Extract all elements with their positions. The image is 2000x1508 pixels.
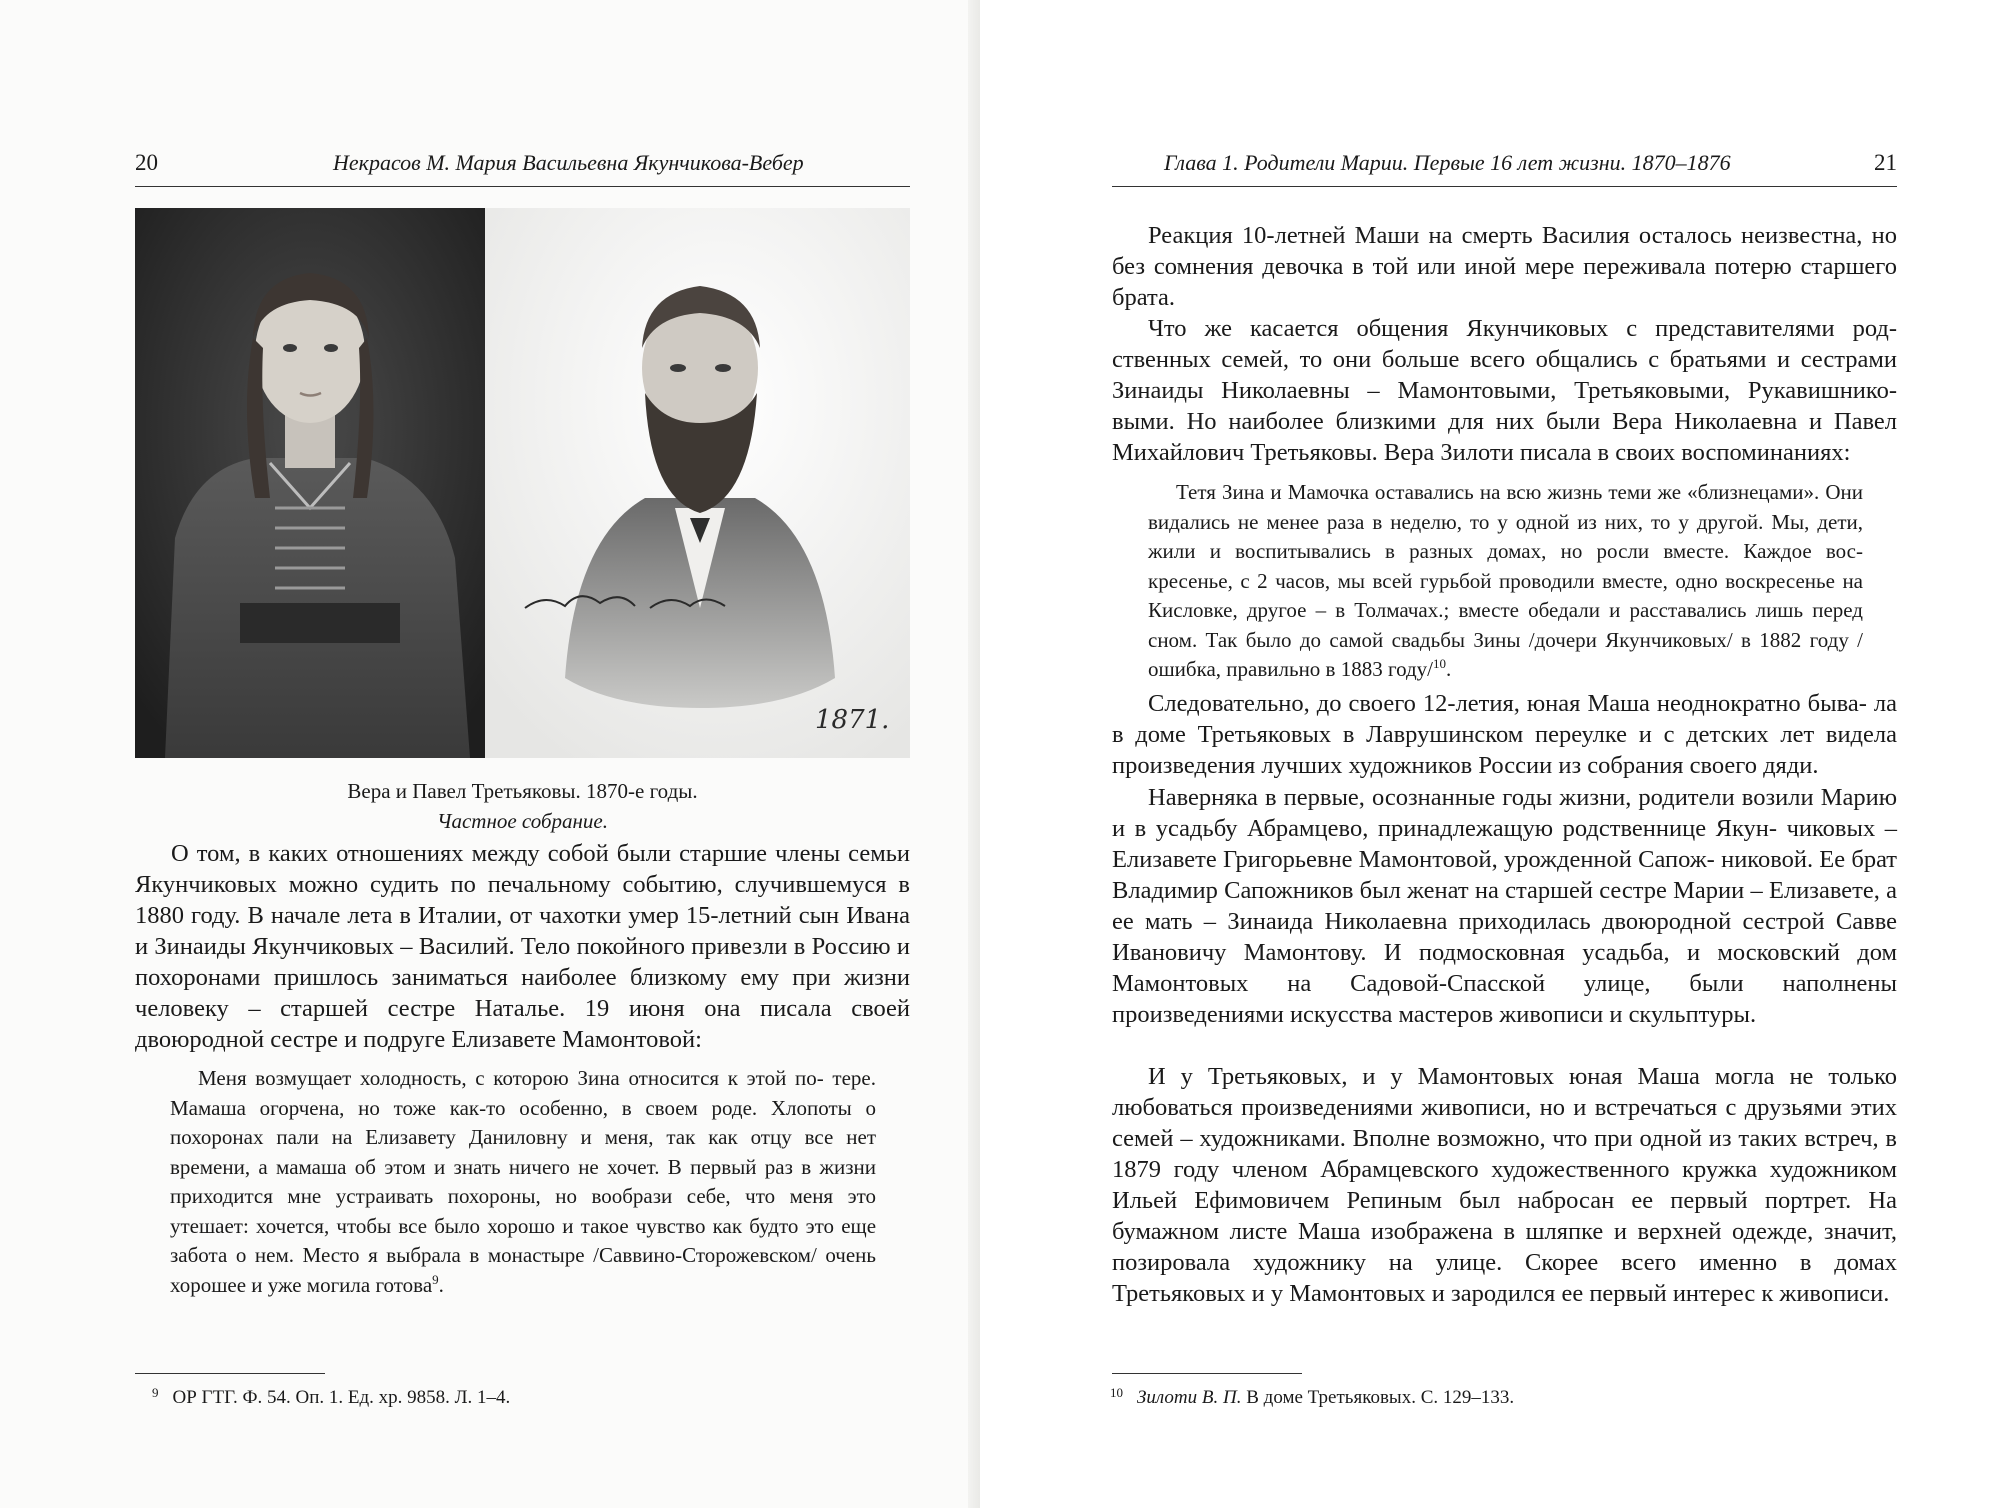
right-running-head <box>1112 150 1897 176</box>
right-block-quote <box>1148 478 1863 685</box>
photo-date-mark: 1871. <box>815 705 890 735</box>
quote-end: . <box>438 1272 444 1297</box>
text-line: О том, в каких отношениях между собой были старшие члены семьи <box>171 840 910 867</box>
left-page <box>0 0 980 1508</box>
text-line: старшего брата. <box>1112 253 1897 311</box>
footnote-number: 10 <box>1110 1385 1123 1400</box>
text-line: И у Третьяковых, и у Мамонтовых юная Маша могла не только <box>1148 1063 1897 1090</box>
right-footnote <box>1110 1381 1514 1410</box>
pavel-tretyakov-portrait <box>485 208 910 758</box>
text-line: в 1880 году. В начале лета в Италии, от чахотки умер 15-летний сын <box>135 871 910 929</box>
quote-line: Они видались не менее раза в неделю, то у одной из них, то у другой. Мы, <box>1148 480 1863 534</box>
quote-end: . <box>1445 657 1452 681</box>
text-line: Что же касается общения Якунчиковых с представителями род- <box>1148 315 1897 342</box>
left-body-paragraph <box>135 838 910 1055</box>
quote-line: Тетя Зина и Мамочка оставались на всю жизнь теми же «близнецами». <box>1176 480 1820 504</box>
caption-line-2: Частное собрание. <box>436 809 608 833</box>
quote-line: кресенье, с 2 часов, мы всей гурьбой проводили вместе, одно воскресенье <box>1148 568 1835 593</box>
footnote-ref[interactable]: 10 <box>1432 656 1446 671</box>
text-line: произведения лучших художников России из собрания своего дяди. <box>1112 752 1819 779</box>
text-line: никовой. Ее брат Владимир Сапожников был женат на старшей сестре <box>1112 846 1898 904</box>
text-line: ла в доме Третьяковых в Лаврушинском переулке и с детских лет видела <box>1112 690 1898 748</box>
left-running-title: Некрасов М. Мария Васильевна Якунчикова-Вебер <box>333 150 804 175</box>
text-line: портрет. На бумажном листе Маша изображена в шляпке и верхней <box>1112 1187 1897 1245</box>
text-line: Следовательно, до своего 12-летия, юная Маша неоднократно быва- <box>1148 690 1867 717</box>
footnote-ref[interactable]: 9 <box>432 1271 439 1287</box>
text-line: усадьба, и московский дом Мамонтовых на Садовой-Спасской улице, <box>1112 939 1897 997</box>
text-line: к живописи. <box>1761 1280 1890 1307</box>
text-line: двоюродной сестрой Савве Ивановичу Мамонтову. И подмосковная <box>1112 908 1898 966</box>
text-line: скульптуры. <box>1628 1001 1757 1028</box>
text-line: выми. Но наиболее близкими для них были Вера Николаевна и Павел <box>1112 408 1897 435</box>
text-line: были наполнены произведениями искусства мастеров живописи и <box>1112 970 1898 1028</box>
text-line: при жизни человеку – старшей сестре Наталье. 19 июня она писала <box>135 964 910 1022</box>
left-page-number: 20 <box>135 150 158 175</box>
quote-line: о похоронах пали на Елизавету Даниловну и меня, так как отцу все нет <box>170 1095 876 1149</box>
text-line: в Россию и похоронами пришлось заниматься наиболее близкому ему <box>135 933 911 991</box>
text-line: Марию и в усадьбу Абрамцево, принадлежащую родственнице Якун- <box>1112 784 1898 842</box>
text-line: Реакция 10-летней Маши на смерть Василия осталось неизвестна, <box>1148 222 1863 249</box>
text-line: чиковых – Елизавете Григорьевне Мамонтовой, урожденной Сапож- <box>1112 815 1898 873</box>
text-line: Зинаиды Николаевны – Мамонтовыми, Третьяковыми, Рукавишнико- <box>1112 377 1897 404</box>
right-page-number: 21 <box>1874 150 1897 175</box>
text-line: этих семей – художниками. Вполне возможно, что при одной из таких <box>1112 1094 1898 1152</box>
text-line: Марии – Елизавете, а ее мать – Зинаида Николаевна приходилась <box>1112 877 1897 935</box>
text-line: любоваться произведениями живописи, но и встречаться с друзьями <box>1112 1094 1843 1121</box>
photo-caption <box>135 776 910 836</box>
quote-line: тере. Мамаша огорчена, но тоже как-то особенно, в своем роде. Хлопоты <box>170 1066 876 1120</box>
quote-line: приходится мне устраивать похороны, но вообрази себе, что меня это <box>170 1184 876 1208</box>
quote-line: еще забота о нем. Место я выбрала в монастыре /Саввино-Сторожевском/ <box>170 1213 877 1267</box>
footnote-text: В доме Третьяковых. С. 129–133. <box>1241 1387 1515 1408</box>
footnote-number: 9 <box>152 1385 159 1400</box>
left-header-rule <box>135 186 910 187</box>
footnote-text: ОР ГТГ. Ф. 54. Оп. 1. Ед. хр. 9858. Л. 1–4. <box>172 1387 511 1408</box>
quote-line: утешает: хочется, чтобы все было хорошо и такое чувство как будто это <box>170 1213 834 1238</box>
right-header-rule <box>1112 186 1897 187</box>
right-paragraph-4 <box>1112 782 1897 1030</box>
left-footnote-rule <box>135 1373 325 1374</box>
quote-line: времени, а мамаша об этом и знать ничего не хочет. В первый раз в жизни <box>170 1154 876 1179</box>
text-line: Ивана и Зинаиды Якунчиковых – Василий. Тело покойного привезли <box>135 902 910 960</box>
quote-line: перед сном. Так было до самой свадьбы Зины /дочери Якунчиковых/ в 1882 <box>1148 598 1863 652</box>
caption-line-1: Вера и Павел Третьяковы. 1870-е годы. <box>347 779 698 803</box>
right-paragraph-1 <box>1112 220 1897 313</box>
quote-line: году /ошибка, правильно в 1883 году/ <box>1148 627 1864 681</box>
quote-line: Меня возмущает холодность, с которою Зина относится к этой по- <box>198 1066 824 1090</box>
right-footnote-rule <box>1112 1373 1302 1374</box>
left-block-quote <box>170 1064 876 1300</box>
vera-tretyakova-portrait <box>135 208 485 758</box>
text-line: Михайлович Третьяковы. Вера Зилоти писала в своих воспоминаниях: <box>1112 439 1851 466</box>
right-paragraph-3 <box>1112 688 1897 781</box>
text-line: Наверняка в первые, осознанные годы жизни, родители возили <box>1148 784 1814 811</box>
text-line: но без сомнения девочка в той или иной мере переживала потерю <box>1112 222 1897 280</box>
right-paragraph-5 <box>1112 1061 1897 1309</box>
text-line: одежде, значит, позировала художнику на улице. Скорее всего именно <box>1112 1218 1897 1276</box>
quote-line: на Кисловке, другое – в Толмачах.; вместе обедали и расставались лишь <box>1148 568 1863 622</box>
text-line: своей двоюродной сестре и подруге Елизавете Мамонтовой: <box>135 995 911 1053</box>
quote-line: дети, жили и воспитывались в разных домах, но росли вместе. Каждое вос- <box>1148 509 1864 563</box>
text-line: ственных семей, то они больше всего общались с братьями и сестрами <box>1112 346 1897 373</box>
left-footnote <box>152 1381 510 1410</box>
footnote-author: Зилоти В. П. <box>1137 1387 1242 1408</box>
right-page <box>980 0 2000 1508</box>
text-line: встреч, в 1879 году членом Абрамцевского художественного кружка <box>1112 1125 1897 1183</box>
text-line: Якунчиковых можно судить по печальному событию, случившемуся <box>135 871 887 898</box>
left-running-head <box>135 150 910 176</box>
text-line: художником Ильей Ефимовичем Репиным был набросан ее первый <box>1112 1156 1897 1214</box>
text-line: в домах Третьяковых и у Мамонтовых и зародился ее первый интерес <box>1112 1249 1898 1307</box>
quote-line: очень хорошее и уже могила готова <box>170 1243 876 1297</box>
right-running-title: Глава 1. Родители Марии. Первые 16 лет жизни. 1870–1876 <box>1164 150 1731 175</box>
tretyakov-photo <box>135 208 910 758</box>
right-paragraph-2 <box>1112 313 1897 468</box>
